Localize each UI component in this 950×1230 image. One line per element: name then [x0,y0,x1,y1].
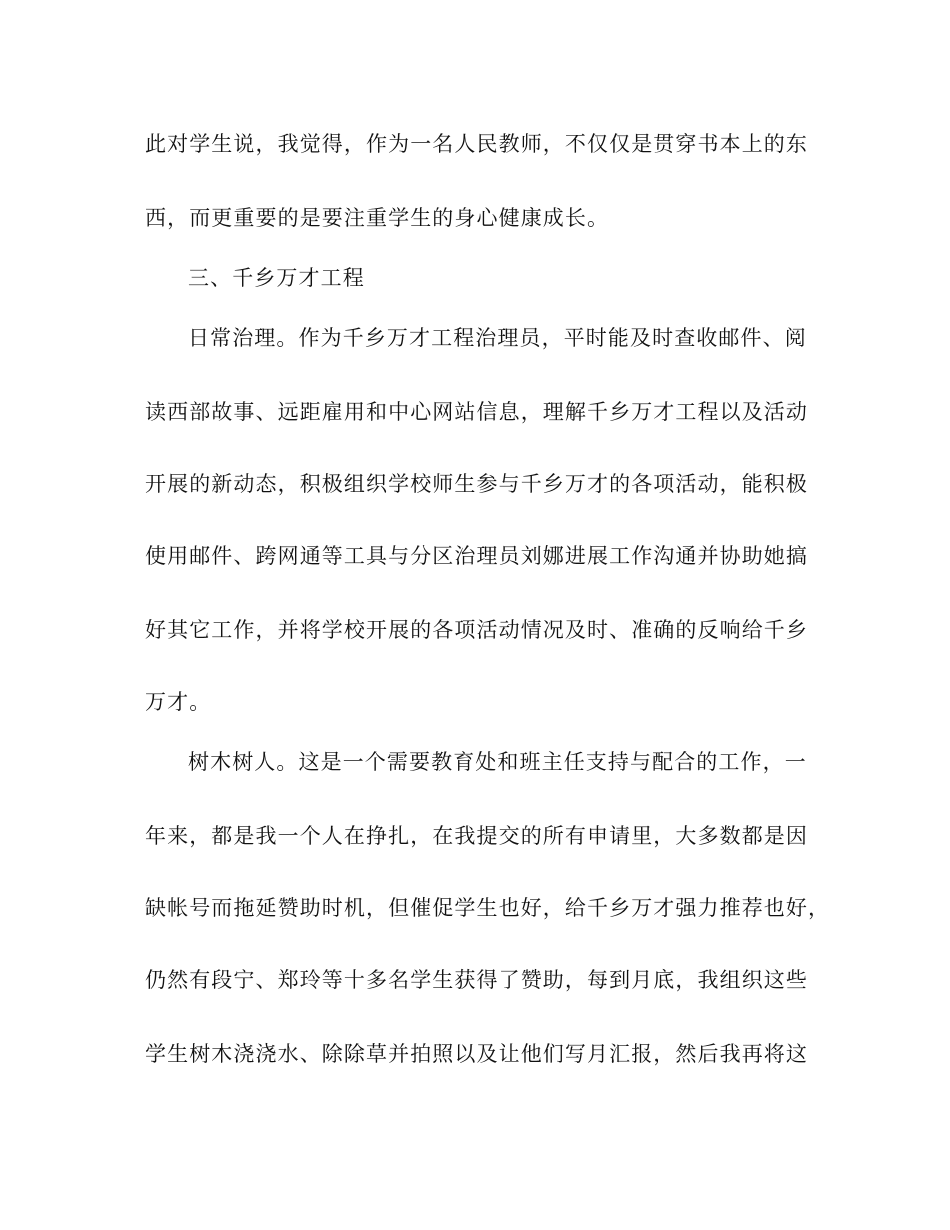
body-text-line: 此对学生说，我觉得，作为一名人民教师，不仅仅是贯穿书本上的东 [145,132,808,156]
body-text-line: 好其它工作，并将学校开展的各项活动情况及时、准确的反响给千乡 [145,618,808,642]
body-text-line: 年来，都是我一个人在挣扎，在我提交的所有申请里，大多数都是因 [145,824,808,848]
section-heading: 三、千乡万才工程 [188,266,365,290]
paragraph-start-line: 树木树人。这是一个需要教育处和班主任支持与配合的工作，一 [188,750,807,774]
body-text-line: 万才。 [145,690,212,714]
body-text-line: 使用邮件、跨网通等工具与分区治理员刘娜进展工作沟通并协助她搞 [145,544,808,568]
body-text-line: 缺帐号而拖延赞助时机，但催促学生也好，给千乡万才强力推荐也好， [145,896,831,920]
body-text-line: 学生树木浇浇水、除除草并拍照以及让他们写月汇报，然后我再将这 [145,1042,808,1066]
body-text-line: 开展的新动态，积极组织学校师生参与千乡万才的各项活动，能积极 [145,472,808,496]
body-text-line: 仍然有段宁、郑玲等十多名学生获得了赞助，每到月底，我组织这些 [145,968,808,992]
paragraph-start-line: 日常治理。作为千乡万才工程治理员，平时能及时查收邮件、阅 [188,326,807,350]
body-text-line: 读西部故事、远距雇用和中心网站信息，理解千乡万才工程以及活动 [145,400,808,424]
body-text-line: 西，而更重要的是要注重学生的身心健康成长。 [145,206,610,230]
